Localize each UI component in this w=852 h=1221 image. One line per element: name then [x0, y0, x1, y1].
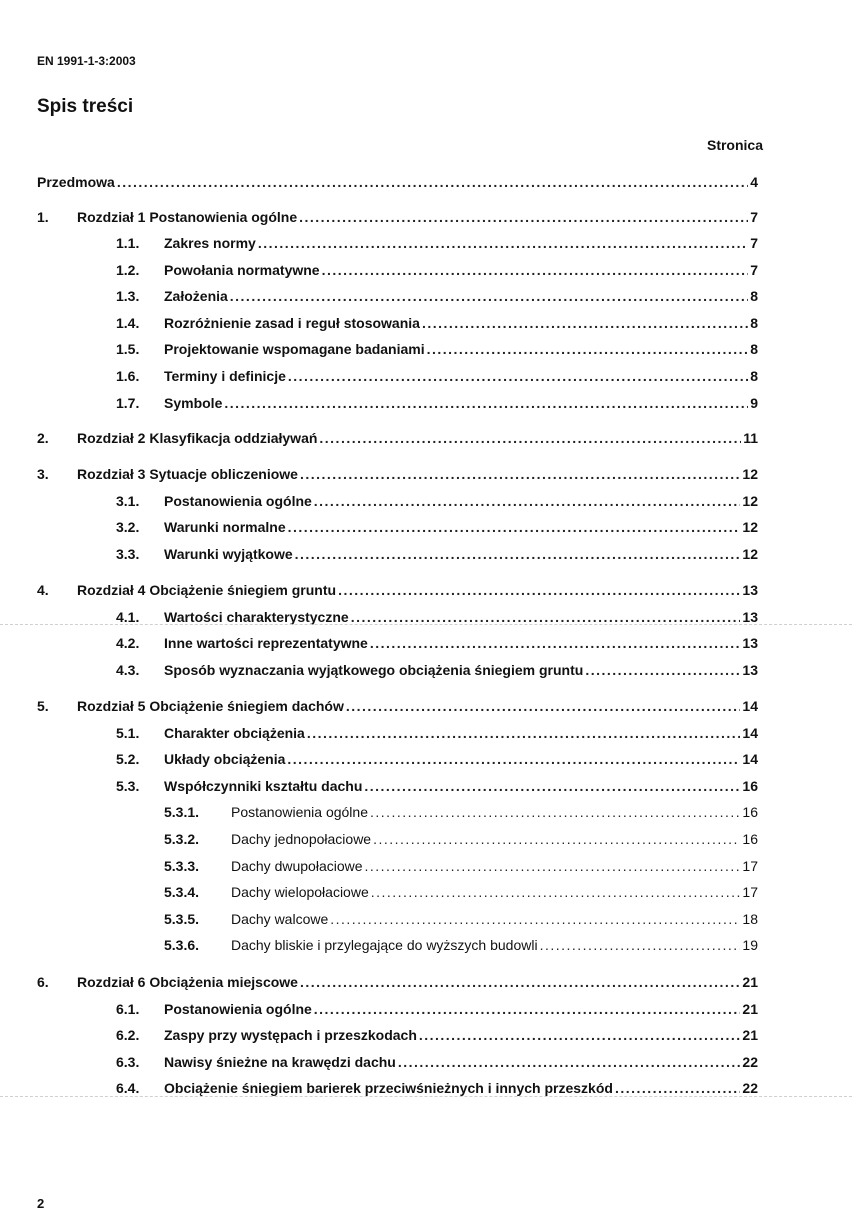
toc-entry[interactable]: 5.3.1. Postanowienia ogólne . . . 16	[164, 803, 758, 821]
toc-entry[interactable]: 5.3.5. Dachy walcowe . . . 18	[164, 910, 758, 928]
toc-entry[interactable]: 3.1. Postanowienia ogólne . . . 12	[116, 492, 758, 510]
toc-entry[interactable]: 1.2. Powołania normatywne . . . 7	[116, 261, 758, 279]
toc-entry[interactable]: 1.6. Terminy i definicje . . . 8	[116, 367, 758, 385]
toc-entry[interactable]: 1.5. Projektowanie wspomagane badaniami . . . 8	[116, 340, 758, 358]
toc-entry[interactable]: 5.3.2. Dachy jednopołaciowe . . . 16	[164, 830, 758, 848]
toc-entry[interactable]: 1.3. Założenia . . . 8	[116, 287, 758, 305]
toc-entry[interactable]: 1.1. Zakres normy . . . 7	[116, 234, 758, 252]
toc-entry[interactable]: 3. Rozdział 3 Sytuacje obliczeniowe . . . 12	[37, 465, 758, 483]
toc-entry[interactable]: 3.2. Warunki normalne . . . 12	[116, 518, 758, 536]
toc-entry[interactable]: 1. Rozdział 1 Postanowienia ogólne . . . 7	[37, 208, 758, 226]
page-number: 2	[37, 1196, 45, 1211]
toc-entry[interactable]: 4.2. Inne wartości reprezentatywne . . . 13	[116, 634, 758, 652]
toc-entry[interactable]: 5.3.6. Dachy bliskie i przylegające do wyższych budowli . . . 19	[164, 936, 758, 954]
toc-entry[interactable]: 3.3. Warunki wyjątkowe . . . 12	[116, 545, 758, 563]
toc-entry[interactable]: Przedmowa . . . 4	[37, 173, 758, 191]
toc-entry[interactable]: 6. Rozdział 6 Obciążenia miejscowe . . . 21	[37, 973, 758, 991]
toc-entry[interactable]: 5.3.3. Dachy dwupołaciowe . . . 17	[164, 857, 758, 875]
toc-entry[interactable]: 4.1. Wartości charakterystyczne . . . 13	[116, 608, 758, 626]
toc-entry[interactable]: 6.2. Zaspy przy występach i przeszkodach . . . 21	[116, 1026, 758, 1044]
document-id: EN 1991-1-3:2003	[37, 54, 136, 68]
toc-entry[interactable]: 2. Rozdział 2 Klasyfikacja oddziaływań . . . 11	[37, 429, 758, 447]
scan-artifact-line	[0, 1096, 852, 1097]
toc-entry[interactable]: 1.7. Symbole . . . 9	[116, 394, 758, 412]
toc-entry[interactable]: 6.3. Nawisy śnieżne na krawędzi dachu . . . 22	[116, 1053, 758, 1071]
toc-entry[interactable]: 5.1. Charakter obciążenia . . . 14	[116, 724, 758, 742]
toc-entry[interactable]: 5.3.4. Dachy wielopołaciowe . . . 17	[164, 883, 758, 901]
toc-entry[interactable]: 5.3. Współczynniki kształtu dachu . . . 16	[116, 777, 758, 795]
toc-entry[interactable]: 6.4. Obciążenie śniegiem barierek przeciwśnieżnych i innych przeszkód . . . 22	[116, 1079, 758, 1097]
scan-artifact-line	[0, 624, 852, 625]
toc-entry[interactable]: 6.1. Postanowienia ogólne . . . 21	[116, 1000, 758, 1018]
toc-entry[interactable]: 4. Rozdział 4 Obciążenie śniegiem gruntu . . . 13	[37, 581, 758, 599]
page-column-label: Stronica	[706, 137, 763, 153]
toc-entry[interactable]: 1.4. Rozróżnienie zasad i reguł stosowania . . . 8	[116, 314, 758, 332]
toc-entry[interactable]: 5. Rozdział 5 Obciążenie śniegiem dachów . . . 14	[37, 697, 758, 715]
toc-title: Spis treści	[37, 96, 134, 117]
toc-entry[interactable]: 5.2. Układy obciążenia . . . 14	[116, 750, 758, 768]
toc-entry[interactable]: 4.3. Sposób wyznaczania wyjątkowego obciążenia śniegiem gruntu . . . 13	[116, 661, 758, 679]
